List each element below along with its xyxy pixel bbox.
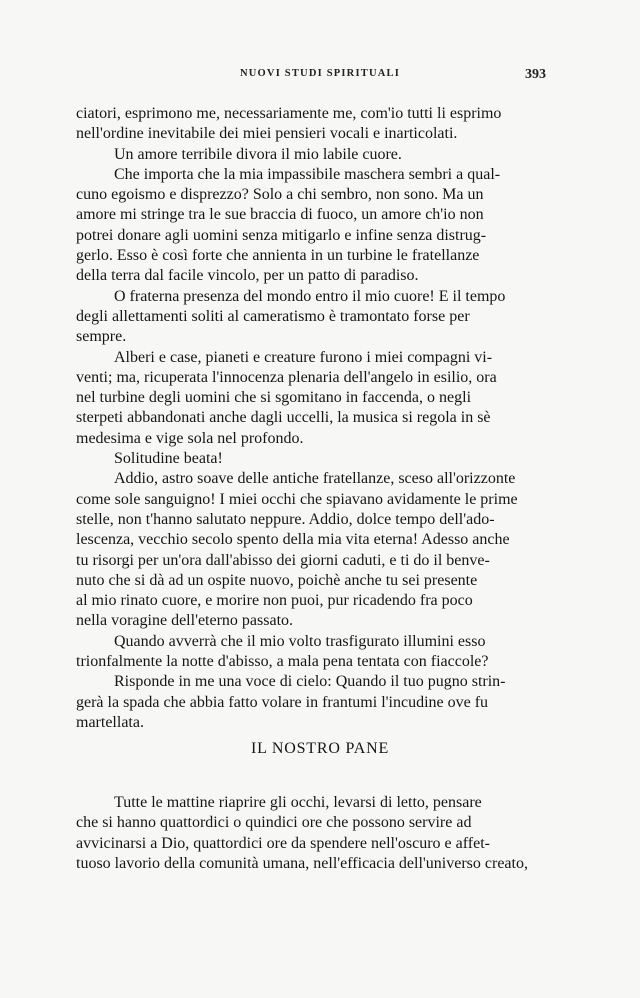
section-title: IL NOSTRO PANE xyxy=(250,740,390,757)
text-line: ciatori, esprimono me, necessariamente me, com'io tutti li esprimo xyxy=(76,105,502,122)
text-line: venti; ma, ricuperata l'innocenza plenaria dell'angelo in esilio, ora xyxy=(76,368,497,386)
text-line: Un amore terribile divora il mio labile cuore. xyxy=(114,145,402,163)
text-line: lescenza, vecchio secolo spento della mia vita eterna! Adesso anche xyxy=(76,531,510,549)
text-line: Alberi e case, pianeti e creature furono i miei compagni vi- xyxy=(114,348,493,366)
body-text xyxy=(76,104,556,733)
text-line: nuto che si dà ad un ospite nuovo, poichè anche tu sei presente xyxy=(76,571,478,589)
text-line: Solitudine beata! xyxy=(114,450,223,468)
text-line: avvicinarsi a Dio, quattordici ore da spendere nell'oscuro e affet- xyxy=(76,834,490,852)
text-line: Risponde in me una voce di cielo: Quando il tuo pugno strin- xyxy=(114,673,506,691)
text-line: nel turbine degli uomini che si sgomitano in faccenda, o negli xyxy=(76,389,472,407)
running-head: NUOVI STUDI SPIRITUALI xyxy=(239,68,400,79)
text-line: stelle, non t'hanno salutato neppure. Addio, dolce tempo dell'ado- xyxy=(76,510,495,528)
text-line: Che importa che la mia impassibile maschera sembri a qual- xyxy=(114,165,501,183)
text-line: martellata. xyxy=(76,713,144,731)
text-line: cuno egoismo e disprezzo? Solo a chi sembro, non sono. Ma un xyxy=(76,186,484,204)
text-line: medesima e vige sola nel profondo. xyxy=(76,429,304,447)
text-line: nella voragine dell'eterno passato. xyxy=(76,612,294,630)
text-line: che si hanno quattordici o quindici ore che possono servire ad xyxy=(76,814,472,832)
text-line: trionfalmente la notte d'abisso, a mala pena tentata con fiaccole? xyxy=(76,653,489,671)
text-line: degli allettamenti soliti al cameratismo è tramontato forse per xyxy=(76,307,470,325)
text-line: tu risorgi per un'ora dall'abisso dei giorni caduti, e ti do il benve- xyxy=(76,551,490,569)
text-line: della terra dal facile vincolo, per un patto di paradiso. xyxy=(76,267,419,285)
page-number: 393 xyxy=(525,67,546,82)
text-line: gerlo. Esso è così forte che annienta in un turbine le fratellanze xyxy=(76,247,480,265)
text-line: tuoso lavorio della comunità umana, nell'efficacia dell'universo creato, xyxy=(76,854,528,872)
page-header xyxy=(0,68,640,88)
text-line: come sole sanguigno! I miei occhi che spiavano avidamente le prime xyxy=(76,490,518,508)
text-line: al mio rinato cuore, e morire non puoi, pur ricadendo fra poco xyxy=(76,592,473,610)
text-line: amore mi stringe tra le sue braccia di fuoco, un amore ch'io non xyxy=(76,206,484,224)
section-body-text xyxy=(76,793,556,874)
text-line: Tutte le mattine riaprire gli occhi, levarsi di letto, pensare xyxy=(114,794,482,811)
text-line: potrei donare agli uomini senza mitigarlo e infine senza distrug- xyxy=(76,226,487,244)
text-line: sterpeti abbandonati anche dagli uccelli, la musica si regola in sè xyxy=(76,409,491,427)
text-line: sempre. xyxy=(76,328,127,346)
text-line: Addio, astro soave delle antiche fratellanze, sceso all'orizzonte xyxy=(114,470,516,488)
text-line: Quando avverrà che il mio volto trasfigurato illumini esso xyxy=(114,632,486,650)
text-line: gerà la spada che abbia fatto volare in frantumi l'incudine ove fu xyxy=(76,693,489,711)
text-line: O fraterna presenza del mondo entro il mio cuore! E il tempo xyxy=(114,287,506,305)
text-line: nell'ordine inevitabile dei miei pensieri vocali e inarticolati. xyxy=(76,125,458,143)
